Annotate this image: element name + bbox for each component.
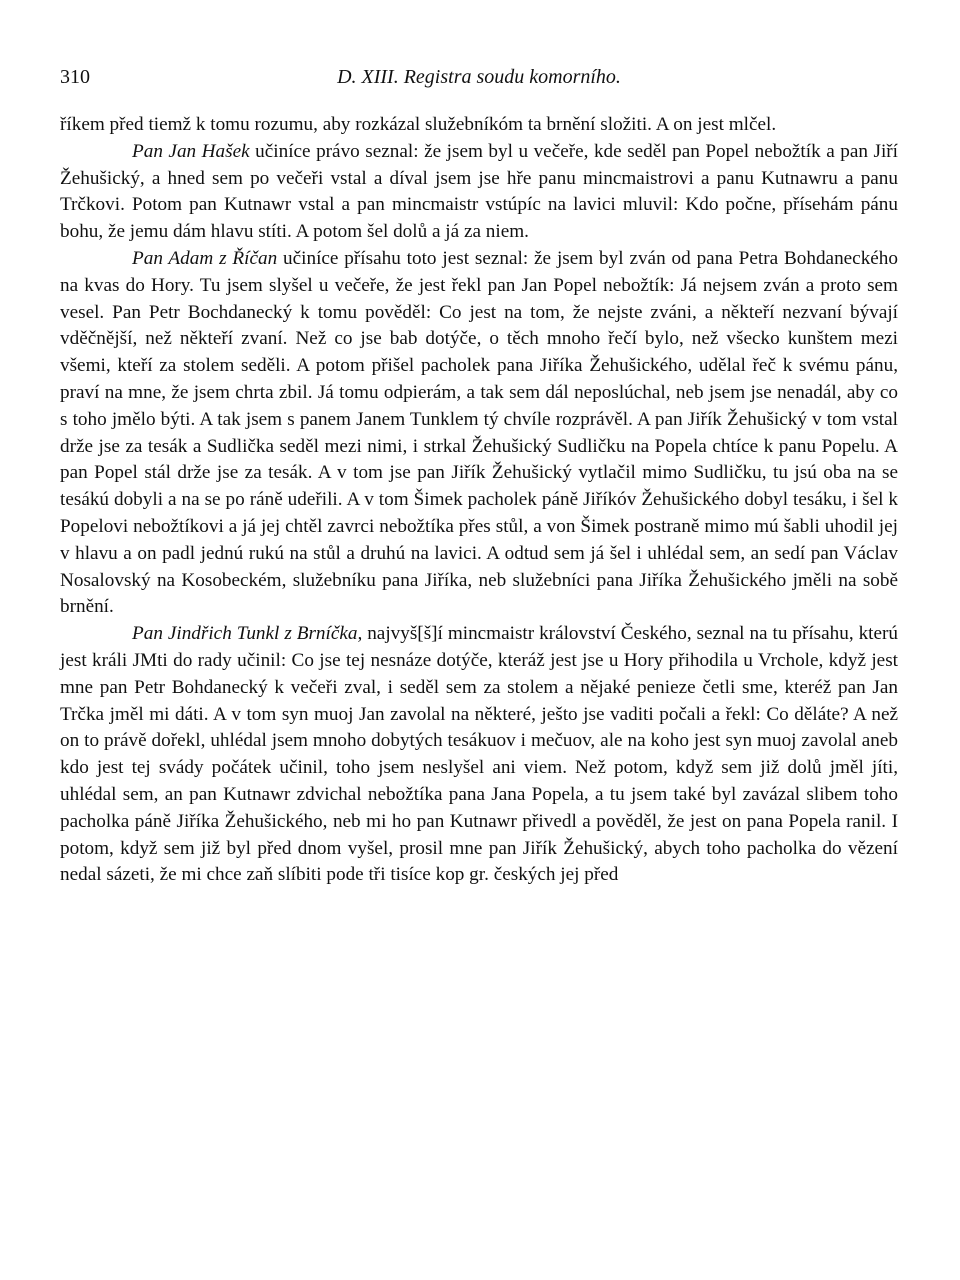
page-number: 310 [60, 66, 90, 88]
paragraph [60, 246, 898, 621]
page-header [60, 58, 898, 98]
paragraph-text: učiníce přísahu toto jest seznal: že jsem byl zván od pana Petra Bohdaneckého na kvas do Hory. Tu jsem slyšel u večeře, že jest řekl pan Jan Popel nebožtík: Já nejsem zván a proto sem vesel. Pan Petr Bochdanecký k tomu pověděl: Co jest na tom, že nejste zváni, a někteří nezvaní bývají vděčnější, než někteří zvaní. Než co jse bab dotýče, o těch mnoho řečí bylo, než všecko kunštem mezi všemi, kteří za stolem seděli. A potom přišel pacholek pana Jiříka Žehušického, udělal řeč k svému pánu, praví na mne, že jsem chrta zbil. Já tomu odpierám, a tak sem dál neposlúchal, neb jsem jse nenadál, aby co s toho jmělo býti. A tak jsem s panem Janem Tunklem tý chvíle rozprávěl. A pan Jiřík Žehušický v tom vstal drže jse za tesák a Sudlička seděl mezi nimi, i strkal Žehušický Sudličku na Popela chtíce k panu Popelu. A pan Popel stál drže jse za tesák. A v tom jse pan Jiřík Žehušický vytlačil mimo Sudličku, tu jsú oba na se tesákú dobyli a na se po ráně udeřili. A v tom Šimek pacholek páně Jiříkóv Žehušického dobyl tesáku, i šel k Popelovi nebožtíkovi a já jej chtěl zavrci nebožtíka přes stůl, a von Šimek postraně mimo mú šabli uhodil jej v hlavu a on padl jednú rukú na stůl a druhú na lavici. A odtud sem já šel i uhlédal sem, an sedí pan Václav Nosalovský na Kosobeckém, služebníku pana Jiříka, neb služebníci pana Jiříka Žehušického jměli na sobě brnění. [60, 247, 898, 618]
paragraph-text: najvyš[š]í mincmaistr království Českého, seznal na tu přísahu, kterú jest králi JMti do rady učinil: Co jse tej nesnáze dotýče, kteráž jest jse u Hory přihodila u Vrchole, když jest mne pan Petr Bohdanecký k večeři zval, i seděl sem za stolem a nějaké penieze četli sme, kteréž pan Jan Trčka jměl mi dáti. A v tom syn muoj Jan zavolal na některé, ješto jse vaditi počali a řekl: Co děláte? A než on to právě dořekl, uhlédal jsem mnoho dobytých tesákuov i mečuov, ale na koho jest syn muoj zavolal aneb kdo jest tej svády počátek učinil, toho jsem neslyšel ani viem. Než potom, když sem již dolů jměl jíti, uhlédal sem, an pan Kutnawr zdvichal nebožtíka pana Jana Popela, a tu jsem také byl zavázal slibem toho pacholka páně Jiříka Žehušického, neb mi ho pan Kutnawr přivedl a pověděl, že jest on pana Popela ranil. I potom, když sem již byl před dnom vyšel, prosil mne pan Jiřík Žehušický, abych toho pacholka do vězení nedal sázeti, že mi chce zaň slíbiti pode tři tisíce kop gr. českých jej před [60, 623, 899, 886]
paragraph [60, 621, 898, 889]
paragraph [60, 112, 898, 139]
speaker-name: Pan Adam z Říčan [132, 247, 278, 269]
document-page [60, 58, 898, 1258]
paragraph [60, 139, 898, 246]
paragraph-text: učiníce právo seznal: že jsem byl u večeře, kde seděl pan Popel nebožtík a pan Jiří Žehušický, a hned sem po večeři vstal a díval jsem jse hře panu mincmaistrovi a panu Kutnawru a panu Trčkovi. Potom pan Kutnawr vstal a pan mincmaistr vstúpíc na lavici mluvil: Kdo počne, přísehám pánu bohu, že jemu dám hlavu stíti. A potom šel dolů a já za niem. [60, 140, 899, 243]
speaker-name: Pan Jan Hašek [132, 140, 250, 162]
speaker-name: Pan Jindřich Tunkl z Brníčka, [132, 623, 363, 645]
body-text [60, 112, 898, 889]
running-title: D. XIII. Registra soudu komorního. [337, 66, 621, 88]
paragraph-text: říkem před tiemž k tomu rozumu, aby rozkázal služebníkóm ta brnění složiti. A on jest mlčel. [60, 114, 777, 135]
